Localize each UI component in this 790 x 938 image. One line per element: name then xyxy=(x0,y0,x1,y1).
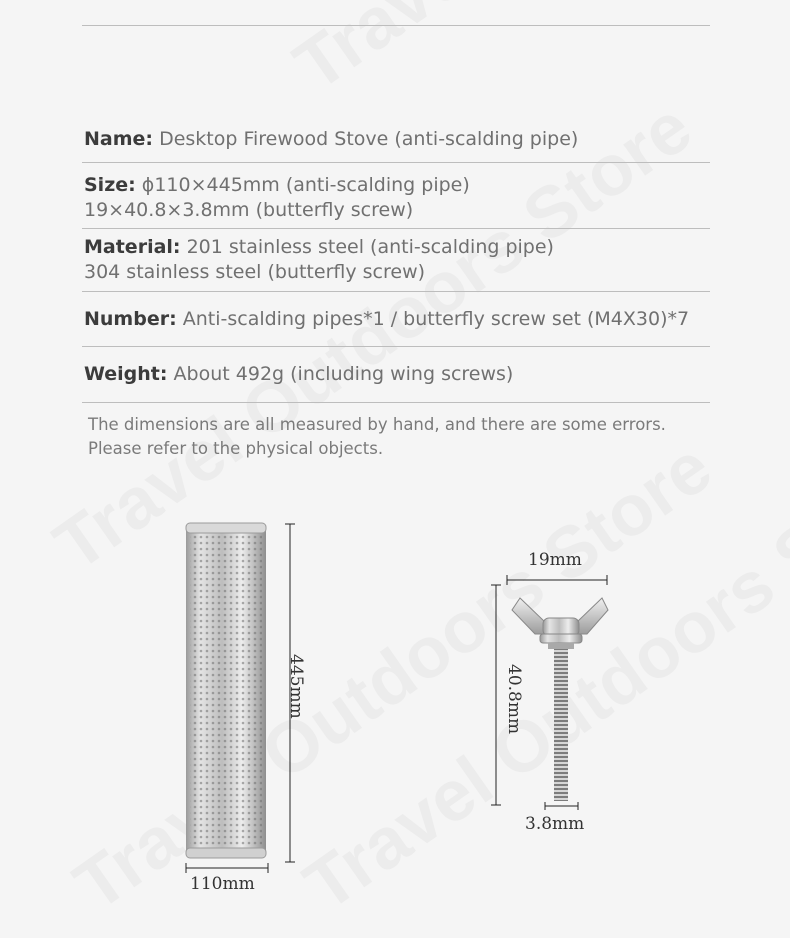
spec-material-value-1: 201 stainless steel (anti-scalding pipe) xyxy=(186,236,554,258)
note-line-1: The dimensions are all measured by hand, and there are some errors. xyxy=(88,415,666,434)
spec-weight-label: Weight: xyxy=(84,363,168,385)
screw-diameter-dimension xyxy=(545,802,578,810)
pipe-width-dimension xyxy=(186,863,268,873)
spec-size-value-1: ϕ110×445mm (anti-scalding pipe) xyxy=(141,174,470,196)
screw-width-label: 19mm xyxy=(528,550,582,570)
screw-height-label: 40.8mm xyxy=(504,664,524,735)
spec-name-label: Name: xyxy=(84,128,154,150)
screw-height-dimension xyxy=(491,585,501,805)
pipe-top-rim xyxy=(186,523,266,533)
screw-diameter-label: 3.8mm xyxy=(525,814,585,834)
screw-collar xyxy=(548,643,574,649)
spec-number-value: Anti-scalding pipes*1 / butterfly screw set (M4X30)*7 xyxy=(182,308,690,330)
anti-scalding-pipe xyxy=(186,523,266,858)
pipe-width-label: 110mm xyxy=(190,874,255,894)
spec-material-label: Material: xyxy=(84,236,181,258)
screw-washer xyxy=(540,634,582,643)
pipe-bottom-rim xyxy=(186,848,266,858)
butterfly-screw xyxy=(512,598,608,801)
screw-thread xyxy=(554,649,568,801)
pipe-height-label: 445mm xyxy=(286,654,306,719)
screw-wing-hub xyxy=(543,618,579,636)
spec-size-label: Size: xyxy=(84,174,136,196)
spec-name-value: Desktop Firewood Stove (anti-scalding pipe) xyxy=(159,128,579,150)
spec-weight-value: About 492g (including wing screws) xyxy=(173,363,514,385)
pipe-perforation xyxy=(190,533,262,848)
screw-width-dimension xyxy=(507,575,607,585)
note-line-2: Please refer to the physical objects. xyxy=(88,439,384,458)
spec-material-value-2: 304 stainless steel (butterfly screw) xyxy=(84,261,426,283)
spec-size-value-2: 19×40.8×3.8mm (butterfly screw) xyxy=(84,199,414,221)
spec-number-label: Number: xyxy=(84,308,177,330)
